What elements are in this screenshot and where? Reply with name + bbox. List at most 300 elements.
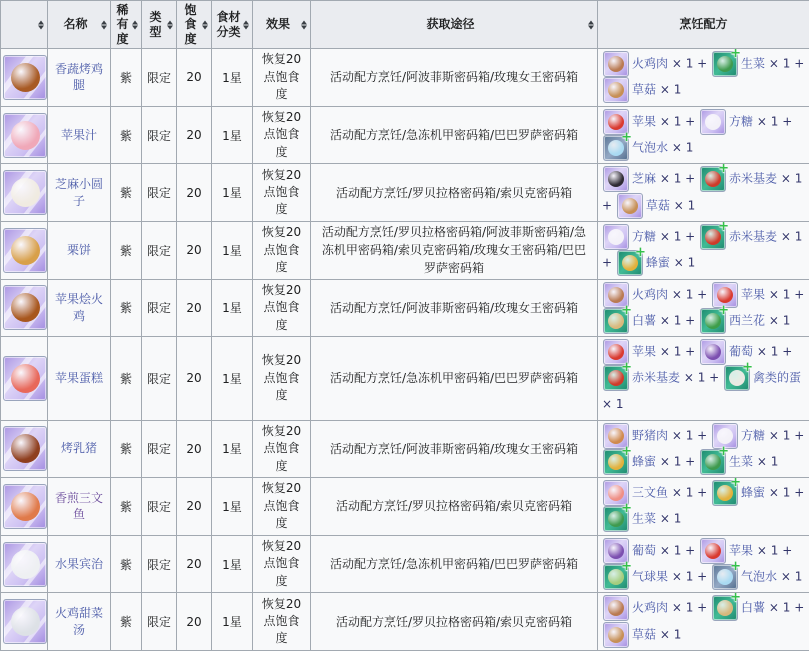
name-cell <box>48 478 111 536</box>
acquisition-cell: 活动配方烹饪/急冻机甲密码箱/巴巴罗萨密码箱 <box>311 106 598 164</box>
food-name-link[interactable]: 香煎三文鱼 <box>55 491 103 522</box>
ingredient-quantity: × 1 <box>765 57 790 71</box>
火鸡肉-icon <box>608 287 624 303</box>
sort-icon[interactable] <box>132 20 138 29</box>
plus-separator: + <box>790 428 804 442</box>
ingredient-quantity: × 1 <box>668 57 693 71</box>
category-cell: 1星 <box>212 106 253 164</box>
food-image[interactable] <box>3 542 47 587</box>
ingredient-quantity: × 1 <box>765 486 790 500</box>
satiety-cell: 20 <box>177 535 212 593</box>
header-type[interactable]: 类型 <box>142 1 177 49</box>
quality-plus-badge: + <box>621 304 632 317</box>
ingredient-name-link[interactable]: 苹果 <box>632 114 656 128</box>
plus-separator: + <box>681 345 699 359</box>
turkey-beet-soup-icon <box>11 607 40 636</box>
plus-separator: + <box>681 114 699 128</box>
ingredient-image[interactable] <box>712 51 738 77</box>
satiety-cell: 20 <box>177 221 212 279</box>
name-cell <box>48 279 111 337</box>
ingredient-quantity: × 1 <box>656 114 681 128</box>
ingredient-image[interactable] <box>603 308 629 334</box>
apple-cake-icon <box>11 364 40 393</box>
satiety-cell: 20 <box>177 337 212 420</box>
food-image[interactable] <box>3 599 47 644</box>
rarity-cell: 紫 <box>111 337 142 420</box>
name-cell <box>48 420 111 478</box>
ingredient-name-link[interactable]: 生菜 <box>632 512 656 526</box>
header-effect[interactable]: 效果 <box>253 1 311 49</box>
acquisition-cell: 活动配方烹饪/阿波菲斯密码箱/玫瑰女王密码箱 <box>311 49 598 107</box>
sort-icon[interactable] <box>202 20 208 29</box>
plus-separator: + <box>693 57 711 71</box>
type-cell: 限定 <box>142 420 177 478</box>
name-cell <box>48 106 111 164</box>
plus-separator: + <box>778 345 792 359</box>
ingredient-quantity: × 1 <box>668 141 693 155</box>
food-image-cell <box>1 593 48 651</box>
quality-plus-badge: + <box>730 478 741 490</box>
ingredient-quantity: × 1 <box>680 371 705 385</box>
草菇-icon <box>622 198 638 214</box>
ingredient-quantity: × 1 <box>656 345 681 359</box>
type-cell: 限定 <box>142 106 177 164</box>
category-cell: 1星 <box>212 420 253 478</box>
ingredient-image[interactable] <box>603 595 629 621</box>
ingredient-name-link[interactable]: 赤米基麦 <box>632 371 680 385</box>
plus-separator: + <box>790 57 804 71</box>
food-image[interactable] <box>3 228 47 273</box>
type-cell: 限定 <box>142 593 177 651</box>
草菇-icon <box>608 82 624 98</box>
food-image-cell <box>1 420 48 478</box>
野猪肉-icon <box>608 428 624 444</box>
ingredient-quantity: × 1 <box>656 229 681 243</box>
sort-icon[interactable] <box>167 20 173 29</box>
ingredient-image[interactable] <box>700 308 726 334</box>
苹果-icon <box>608 344 624 360</box>
category-cell: 1星 <box>212 337 253 420</box>
header-name[interactable]: 名称 <box>48 1 111 49</box>
ingredient-name-link[interactable]: 草菇 <box>646 198 670 212</box>
ingredient-name-link[interactable]: 生菜 <box>729 454 753 468</box>
food-image-cell <box>1 535 48 593</box>
plus-separator: + <box>705 371 723 385</box>
ingredient-image[interactable] <box>700 109 726 135</box>
ingredient-name-link[interactable]: 火鸡肉 <box>632 287 668 301</box>
ingredient-name-link[interactable]: 气泡水 <box>632 141 668 155</box>
rarity-cell: 紫 <box>111 279 142 337</box>
quality-plus-badge: + <box>742 361 753 374</box>
plus-separator: + <box>681 313 699 327</box>
quality-plus-badge: + <box>730 593 741 605</box>
quality-plus-badge: + <box>718 164 729 176</box>
ingredient-name-link[interactable]: 野猪肉 <box>632 428 668 442</box>
food-name-link[interactable]: 烤乳猪 <box>61 441 97 455</box>
ingredient-quantity: × 1 <box>668 287 693 301</box>
plus-separator: + <box>790 486 804 500</box>
type-cell: 限定 <box>142 337 177 420</box>
food-name-link[interactable]: 苹果蛋糕 <box>55 371 103 385</box>
table-row <box>1 164 809 222</box>
ingredient-quantity: × 1 <box>668 486 693 500</box>
quality-plus-badge: + <box>635 246 646 259</box>
food-image[interactable] <box>3 356 47 401</box>
recipe-cell <box>598 337 809 420</box>
food-image-cell <box>1 106 48 164</box>
table-row <box>1 279 809 337</box>
category-cell: 1星 <box>212 478 253 536</box>
acquisition-cell: 活动配方烹饪/罗贝拉格密码箱/阿波菲斯密码箱/急冻机甲密码箱/索贝克密码箱/玫瑰女王密码箱/巴巴罗萨密码箱 <box>311 221 598 279</box>
food-image[interactable] <box>3 170 47 215</box>
ingredient-image[interactable] <box>603 135 629 161</box>
ingredient-quantity: × 1 <box>765 428 790 442</box>
quality-plus-badge: + <box>621 131 632 144</box>
category-cell: 1星 <box>212 593 253 651</box>
ingredient-quantity: × 1 <box>777 172 802 186</box>
effect-cell: 恢复20点饱食度 <box>253 420 311 478</box>
ingredient-image[interactable] <box>603 365 629 391</box>
quality-plus-badge: + <box>718 221 729 233</box>
acquisition-cell: 活动配方烹饪/急冻机甲密码箱/巴巴罗萨密码箱 <box>311 337 598 420</box>
ingredient-quantity: × 1 <box>668 570 693 584</box>
plus-separator: + <box>602 198 616 212</box>
芝麻-icon <box>608 171 624 187</box>
苹果-icon <box>705 543 721 559</box>
ingredient-name-link[interactable]: 蜂蜜 <box>646 256 670 270</box>
fried-pancake-icon <box>11 236 40 265</box>
方糖-icon <box>608 229 624 245</box>
ingredient-image[interactable] <box>603 77 629 103</box>
ingredient-name-link[interactable]: 葡萄 <box>729 345 753 359</box>
quality-plus-badge: + <box>621 445 632 458</box>
name-cell <box>48 49 111 107</box>
acquisition-cell: 活动配方烹饪/罗贝拉格密码箱/索贝克密码箱 <box>311 478 598 536</box>
ingredient-quantity: × 1 <box>765 313 790 327</box>
ingredient-name-link[interactable]: 火鸡肉 <box>632 57 668 71</box>
satiety-cell: 20 <box>177 593 212 651</box>
rarity-cell: 紫 <box>111 535 142 593</box>
effect-cell: 恢复20点饱食度 <box>253 164 311 222</box>
plus-separator: + <box>778 114 792 128</box>
effect-cell: 恢复20点饱食度 <box>253 535 311 593</box>
category-cell: 1星 <box>212 221 253 279</box>
name-cell <box>48 221 111 279</box>
table-row <box>1 478 809 536</box>
plus-separator: + <box>602 256 616 270</box>
name-cell <box>48 337 111 420</box>
pan-fried-salmon-icon <box>11 492 40 521</box>
ingredient-image[interactable] <box>603 449 629 475</box>
fruit-punch-drink-icon <box>11 550 40 579</box>
header-rarity[interactable]: 稀有度 <box>111 1 142 49</box>
ingredient-image[interactable] <box>700 224 726 250</box>
ingredient-name-link[interactable]: 气球果 <box>632 570 668 584</box>
sort-icon[interactable] <box>588 20 594 29</box>
type-cell: 限定 <box>142 478 177 536</box>
ingredient-quantity: × 1 <box>656 543 681 557</box>
satiety-cell: 20 <box>177 478 212 536</box>
plus-separator: + <box>778 543 792 557</box>
ingredient-quantity: × 1 <box>670 256 695 270</box>
ingredient-name-link[interactable]: 草菇 <box>632 627 656 641</box>
food-image-cell <box>1 49 48 107</box>
ingredient-image[interactable] <box>712 564 738 590</box>
ingredient-name-link[interactable]: 生菜 <box>741 57 765 71</box>
ingredient-quantity: × 1 <box>777 229 802 243</box>
rarity-cell: 紫 <box>111 106 142 164</box>
ingredient-image[interactable] <box>603 51 629 77</box>
satiety-cell: 20 <box>177 106 212 164</box>
ingredient-name-link[interactable]: 西兰花 <box>729 313 765 327</box>
type-cell: 限定 <box>142 49 177 107</box>
recipe-cell <box>598 279 809 337</box>
food-name-link[interactable]: 苹果汁 <box>61 128 97 142</box>
type-cell: 限定 <box>142 279 177 337</box>
ingredient-name-link[interactable]: 白薯 <box>741 601 765 615</box>
ingredient-image[interactable] <box>617 193 643 219</box>
ingredient-image[interactable] <box>700 339 726 365</box>
ingredient-quantity: × 1 <box>765 287 790 301</box>
roast-suckling-pig-icon <box>11 434 40 463</box>
header-category[interactable]: 食材分类 <box>212 1 253 49</box>
plus-separator: + <box>681 454 699 468</box>
ingredient-image[interactable] <box>603 622 629 648</box>
acquisition-cell: 活动配方烹饪/罗贝拉格密码箱/索贝克密码箱 <box>311 593 598 651</box>
plus-separator: + <box>693 570 711 584</box>
table-row <box>1 593 809 651</box>
satiety-cell: 20 <box>177 420 212 478</box>
rarity-cell: 紫 <box>111 164 142 222</box>
table-row <box>1 49 809 107</box>
ingredient-image[interactable] <box>700 166 726 192</box>
ingredient-image[interactable] <box>603 564 629 590</box>
苹果-icon <box>717 287 733 303</box>
category-cell: 1星 <box>212 279 253 337</box>
plus-separator: + <box>693 601 711 615</box>
ingredient-quantity: × 1 <box>670 198 695 212</box>
food-image-cell <box>1 478 48 536</box>
plus-separator: + <box>681 229 699 243</box>
方糖-icon <box>717 428 733 444</box>
ingredient-quantity: × 1 <box>753 543 778 557</box>
ingredient-image[interactable] <box>700 449 726 475</box>
ingredient-image[interactable] <box>724 365 750 391</box>
food-image-cell <box>1 279 48 337</box>
ingredient-image[interactable] <box>712 595 738 621</box>
ingredient-name-link[interactable]: 芝麻 <box>632 172 656 186</box>
table-body <box>1 49 809 651</box>
food-image[interactable] <box>3 484 47 529</box>
ingredient-quantity: × 1 <box>656 172 681 186</box>
header-image[interactable] <box>1 1 48 49</box>
name-cell <box>48 164 111 222</box>
sort-icon[interactable] <box>243 20 249 29</box>
header-recipe: 烹饪配方 <box>598 1 809 49</box>
effect-cell: 恢复20点饱食度 <box>253 279 311 337</box>
plus-separator: + <box>681 543 699 557</box>
effect-cell: 恢复20点饱食度 <box>253 337 311 420</box>
type-cell: 限定 <box>142 535 177 593</box>
food-image[interactable] <box>3 426 47 471</box>
name-cell <box>48 593 111 651</box>
recipe-cell <box>598 106 809 164</box>
satiety-cell: 20 <box>177 279 212 337</box>
ingredient-quantity: × 1 <box>753 454 778 468</box>
ingredient-image[interactable] <box>712 480 738 506</box>
recipe-cell <box>598 420 809 478</box>
plus-separator: + <box>693 486 711 500</box>
葡萄-icon <box>705 344 721 360</box>
satiety-cell: 20 <box>177 164 212 222</box>
food-image-cell <box>1 164 48 222</box>
ingredient-quantity: × 1 <box>668 428 693 442</box>
acquisition-cell: 活动配方烹饪/急冻机甲密码箱/巴巴罗萨密码箱 <box>311 535 598 593</box>
ingredient-name-link[interactable]: 禽类的蛋 <box>753 371 801 385</box>
quality-plus-badge: + <box>621 361 632 374</box>
sort-icon[interactable] <box>101 20 107 29</box>
ingredient-name-link[interactable]: 蜂蜜 <box>632 454 656 468</box>
quality-plus-badge: + <box>730 560 741 573</box>
ingredient-name-link[interactable]: 赤米基麦 <box>729 229 777 243</box>
table-row <box>1 535 809 593</box>
ingredient-quantity: × 1 <box>668 601 693 615</box>
food-image-cell <box>1 221 48 279</box>
ingredient-name-link[interactable]: 方糖 <box>632 229 656 243</box>
quality-plus-badge: + <box>621 502 632 515</box>
table-header <box>1 1 809 49</box>
type-cell: 限定 <box>142 221 177 279</box>
ingredient-quantity: × 1 <box>656 627 681 641</box>
火鸡肉-icon <box>608 600 624 616</box>
rarity-cell: 紫 <box>111 593 142 651</box>
plus-separator: + <box>681 172 699 186</box>
rarity-cell: 紫 <box>111 221 142 279</box>
plus-separator: + <box>693 428 711 442</box>
葡萄-icon <box>608 543 624 559</box>
acquisition-cell: 活动配方烹饪/罗贝拉格密码箱/索贝克密码箱 <box>311 164 598 222</box>
sort-icon[interactable] <box>301 20 307 29</box>
effect-cell: 恢复20点饱食度 <box>253 49 311 107</box>
food-name-link[interactable]: 苹果烩火鸡 <box>55 292 103 323</box>
quality-plus-badge: + <box>621 560 632 573</box>
food-name-link[interactable]: 芝麻小圆子 <box>55 177 103 208</box>
name-cell <box>48 535 111 593</box>
ingredient-name-link[interactable]: 草菇 <box>632 83 656 97</box>
recipe-cell <box>598 478 809 536</box>
table-row <box>1 221 809 279</box>
三文鱼-icon <box>608 485 624 501</box>
rarity-cell: 紫 <box>111 478 142 536</box>
sort-icon[interactable] <box>38 20 44 29</box>
plus-separator: + <box>693 287 711 301</box>
category-cell: 1星 <box>212 49 253 107</box>
recipe-cell <box>598 593 809 651</box>
header-satiety[interactable]: 饱食度 <box>177 1 212 49</box>
ingredient-quantity: × 1 <box>777 570 802 584</box>
plus-separator: + <box>790 287 804 301</box>
ingredient-image[interactable] <box>603 166 629 192</box>
苹果-icon <box>608 114 624 130</box>
effect-cell: 恢复20点饱食度 <box>253 478 311 536</box>
effect-cell: 恢复20点饱食度 <box>253 593 311 651</box>
food-name-link[interactable]: 火鸡甜菜汤 <box>55 606 103 637</box>
ingredient-quantity: × 1 <box>602 397 624 411</box>
ingredient-image[interactable] <box>603 224 629 250</box>
apple-braised-turkey-icon <box>11 293 40 322</box>
ingredient-name-link[interactable]: 苹果 <box>632 345 656 359</box>
recipe-cell <box>598 164 809 222</box>
ingredient-image[interactable] <box>700 538 726 564</box>
rarity-cell: 紫 <box>111 49 142 107</box>
food-image[interactable] <box>3 55 47 100</box>
quality-plus-badge: + <box>718 304 729 317</box>
roast-chicken-leg-dish-icon <box>11 63 40 92</box>
火鸡肉-icon <box>608 56 624 72</box>
food-image[interactable] <box>3 285 47 330</box>
sesame-rice-balls-icon <box>11 178 40 207</box>
type-cell: 限定 <box>142 164 177 222</box>
effect-cell: 恢复20点饱食度 <box>253 106 311 164</box>
ingredient-name-link[interactable]: 三文鱼 <box>632 486 668 500</box>
ingredient-quantity: × 1 <box>765 601 790 615</box>
apple-juice-drink-icon <box>11 121 40 150</box>
ingredient-name-link[interactable]: 苹果 <box>741 287 765 301</box>
food-name-link[interactable]: 香蔬烤鸡腿 <box>55 62 103 93</box>
ingredient-quantity: × 1 <box>753 345 778 359</box>
ingredient-image[interactable] <box>603 506 629 532</box>
ingredient-name-link[interactable]: 方糖 <box>729 114 753 128</box>
ingredient-name-link[interactable]: 方糖 <box>741 428 765 442</box>
effect-cell: 恢复20点饱食度 <box>253 221 311 279</box>
food-name-link[interactable]: 栗饼 <box>67 243 91 257</box>
category-cell: 1星 <box>212 535 253 593</box>
rarity-cell: 紫 <box>111 420 142 478</box>
ingredient-quantity: × 1 <box>656 83 681 97</box>
ingredient-quantity: × 1 <box>656 512 681 526</box>
ingredient-quantity: × 1 <box>656 454 681 468</box>
ingredient-quantity: × 1 <box>656 313 681 327</box>
table-row <box>1 420 809 478</box>
ingredient-image[interactable] <box>617 250 643 276</box>
recipe-cell <box>598 221 809 279</box>
ingredient-name-link[interactable]: 火鸡肉 <box>632 601 668 615</box>
quality-plus-badge: + <box>730 49 741 61</box>
quality-plus-badge: + <box>718 445 729 458</box>
ingredient-name-link[interactable]: 葡萄 <box>632 543 656 557</box>
food-image[interactable] <box>3 113 47 158</box>
recipe-cell <box>598 49 809 107</box>
food-name-link[interactable]: 水果宾治 <box>55 557 103 571</box>
plus-separator: + <box>790 601 804 615</box>
ingredient-name-link[interactable]: 白薯 <box>632 313 656 327</box>
ingredient-name-link[interactable]: 气泡水 <box>741 570 777 584</box>
acquisition-cell: 活动配方烹饪/阿波菲斯密码箱/玫瑰女王密码箱 <box>311 279 598 337</box>
ingredient-quantity: × 1 <box>753 114 778 128</box>
ingredient-name-link[interactable]: 蜂蜜 <box>741 486 765 500</box>
food-image-cell <box>1 337 48 420</box>
ingredient-name-link[interactable]: 赤米基麦 <box>729 172 777 186</box>
category-cell: 1星 <box>212 164 253 222</box>
方糖-icon <box>705 114 721 130</box>
satiety-cell: 20 <box>177 49 212 107</box>
recipe-cell <box>598 535 809 593</box>
table-row <box>1 106 809 164</box>
acquisition-cell: 活动配方烹饪/阿波菲斯密码箱/玫瑰女王密码箱 <box>311 420 598 478</box>
header-acquisition[interactable]: 获取途径 <box>311 1 598 49</box>
ingredient-name-link[interactable]: 苹果 <box>729 543 753 557</box>
草菇-icon <box>608 627 624 643</box>
